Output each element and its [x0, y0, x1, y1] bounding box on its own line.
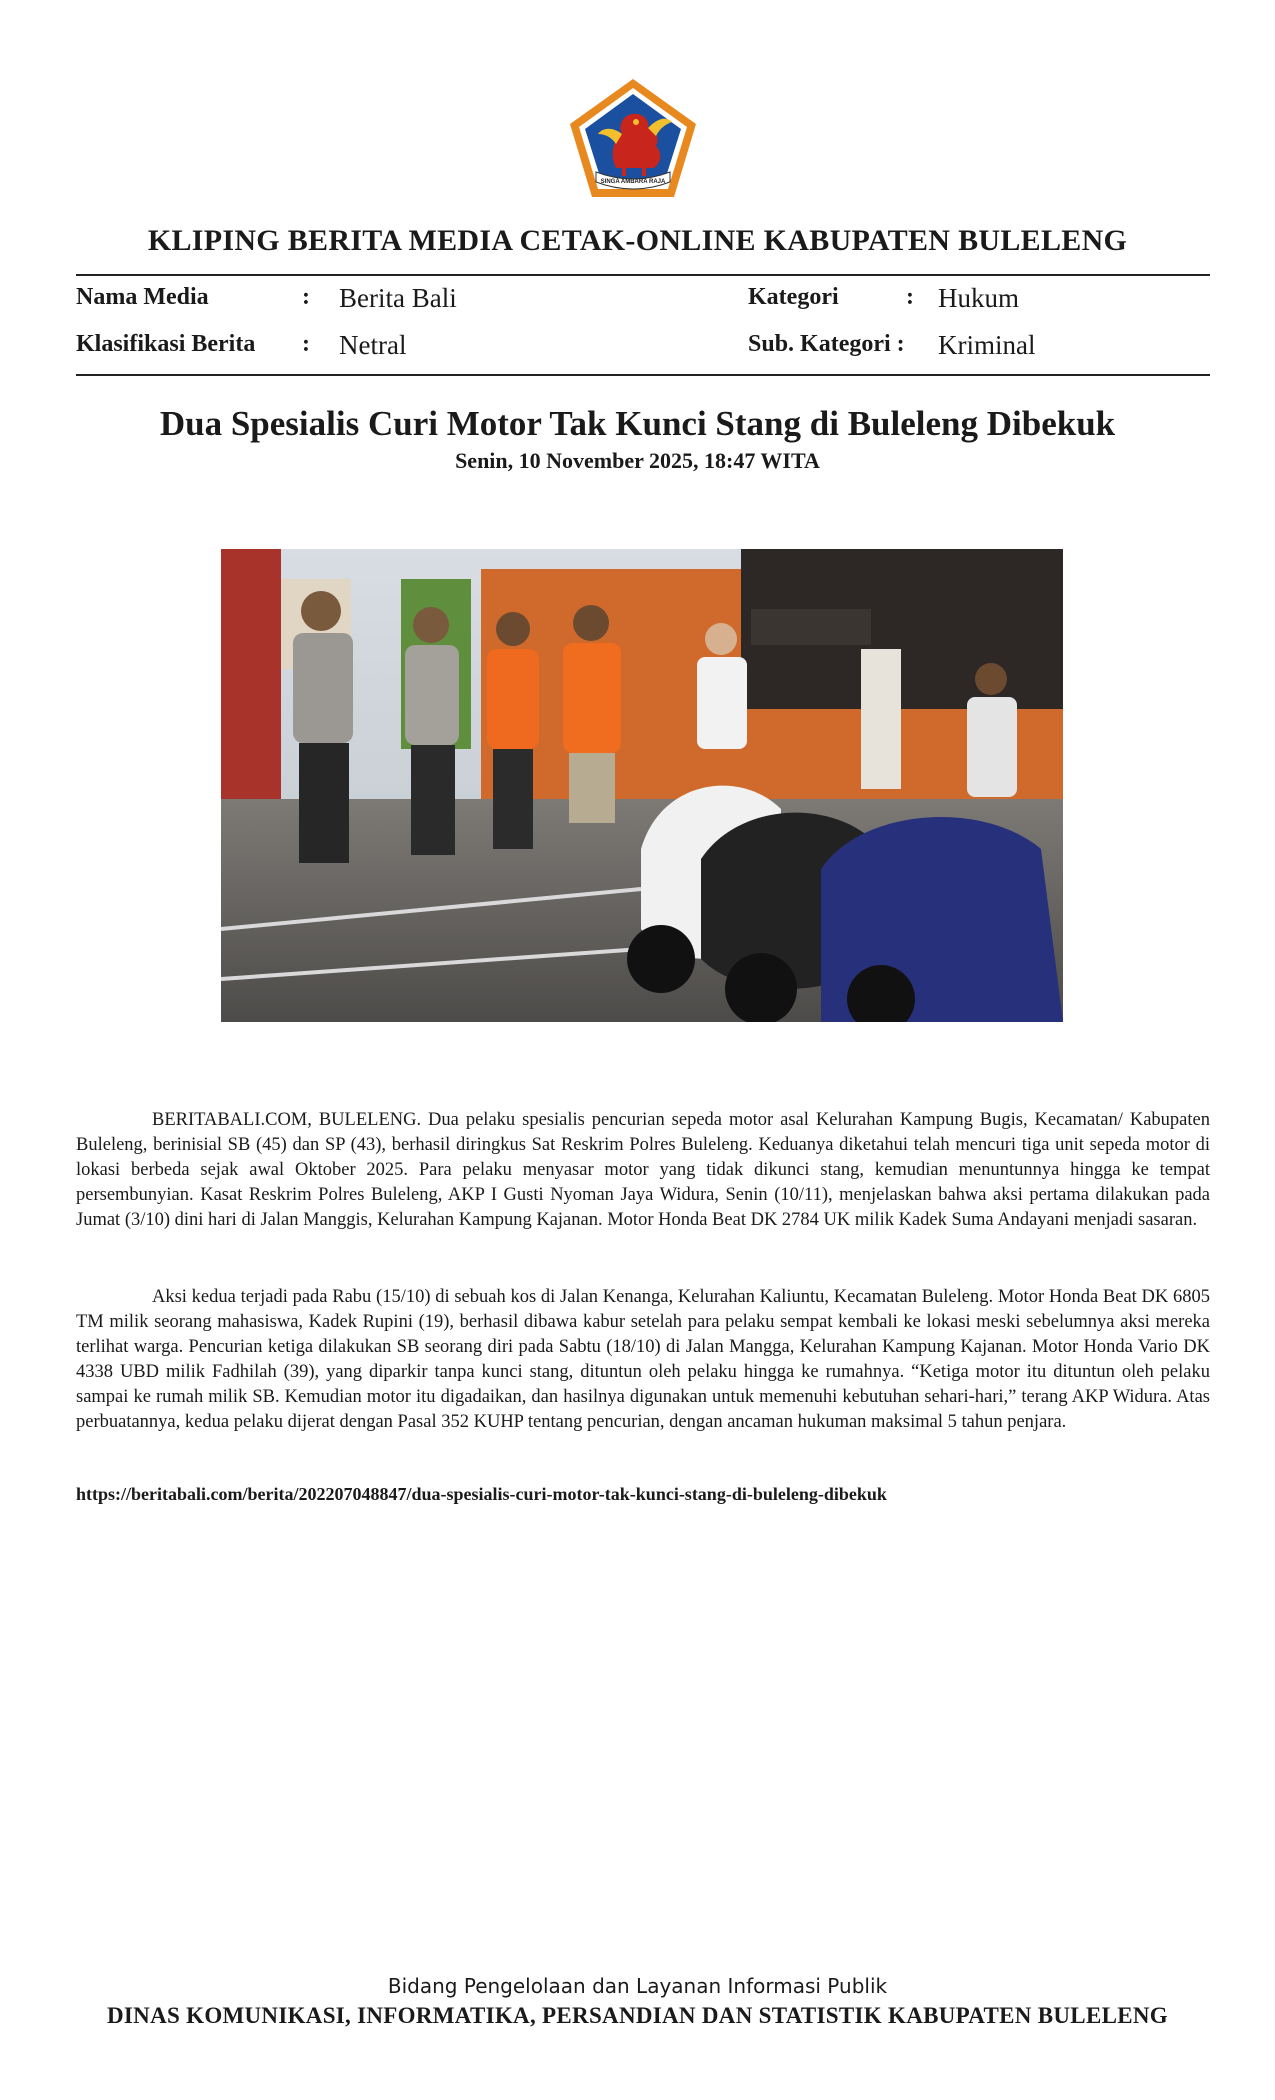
article-paragraph-1: BERITABALI.COM, BULELENG. Dua pelaku spesialis pencurian sepeda motor asal Kelurahan Kampung Bugis, Kecamatan/ Kabupaten Buleleng, berinisial SB (45) dan SP (43), berhasil diringkus Sat Reskrim Polres Buleleng. Keduanya diketahui telah mencuri tiga unit sepeda motor di lokasi berbeda sejak awal Oktober 2025. Para pelaku menyasar motor yang tidak dikunci stang, kemudian menuntunnya hingga ke tempat persembunyian. Kasat Reskrim Polres Buleleng, AKP I Gusti Nyoman Jaya Widura, Senin (10/11), menjelaskan bahwa aksi pertama dilakukan pada Jumat (3/10) dini hari di Jalan Manggis, Kelurahan Kampung Kajanan. Motor Honda Beat DK 2784 UK milik Kadek Suma Andayani menjadi sasaran. [76, 1110, 1210, 1230]
header-rule-top [76, 274, 1210, 276]
footer-department: Bidang Pengelolaan dan Layanan Informasi Publik [387, 1974, 888, 1998]
nama-media-value: Berita Bali [339, 283, 457, 313]
article-title: Dua Spesialis Curi Motor Tak Kunci Stang di Buleleng Dibekuk [159, 404, 1116, 443]
press-release-photo [221, 549, 1063, 1022]
kategori-colon: : [906, 284, 914, 310]
nama-media-label: Nama Media [76, 284, 209, 310]
article-source-link[interactable]: https://beritabali.com/berita/202207048847/dua-spesialis-curi-motor-tak-kunci-stang-di-buleleng-dibekuk [76, 1484, 887, 1504]
nama-media-colon: : [302, 284, 310, 310]
logo-banner-text: SINGA AMBARA RAJA [600, 179, 666, 185]
klasifikasi-colon: : [302, 331, 310, 357]
page-header-title: KLIPING BERITA MEDIA CETAK-ONLINE KABUPATEN BULELENG [147, 224, 1128, 257]
sub-kategori-value: Kriminal [938, 330, 1036, 360]
header-rule-bottom [76, 374, 1210, 376]
sub-kategori-label: Sub. Kategori : [748, 331, 905, 357]
kategori-label: Kategori [748, 284, 839, 310]
article-date: Senin, 10 November 2025, 18:47 WITA [455, 448, 820, 473]
article-paragraph-2: Aksi kedua terjadi pada Rabu (15/10) di sebuah kos di Jalan Kenanga, Kelurahan Kaliuntu, Kecamatan Buleleng. Motor Honda Beat DK 6805 TM milik seorang mahasiswa, Kadek Rupini (19), berhasil dibawa kabur setelah para pelaku sempat kembali ke lokasi meski sebelumnya aksi mereka terlihat warga. Pencurian ketiga dilakukan SB seorang diri pada Sabtu (18/10) di Jalan Mangga, Kelurahan Kampung Kajanan. Motor Honda Vario DK 4338 UBD milik Fadhilah (39), yang diparkir tanpa kunci stang, dituntun oleh pelaku hingga ke rumahnya. “Ketiga motor itu dituntun oleh pelaku sampai ke rumah milik SB. Kemudian motor itu digadaikan, dan hasilnya digunakan untuk memenuhi kebutuhan sehari-hari,” terang AKP Widura. Atas perbuatannya, kedua pelaku dijerat dengan Pasal 352 KUHP tentang pencurian, dengan ancaman hukuman maksimal 5 tahun penjara. [76, 1287, 1210, 1432]
police-emblem-icon [566, 76, 700, 200]
klasifikasi-label: Klasifikasi Berita [76, 331, 256, 357]
klasifikasi-value: Netral [339, 330, 407, 360]
footer-agency: DINAS KOMUNIKASI, INFORMATIKA, PERSANDIAN DAN STATISTIK KABUPATEN BULELENG [107, 2003, 1168, 2028]
kategori-value: Hukum [938, 283, 1019, 313]
